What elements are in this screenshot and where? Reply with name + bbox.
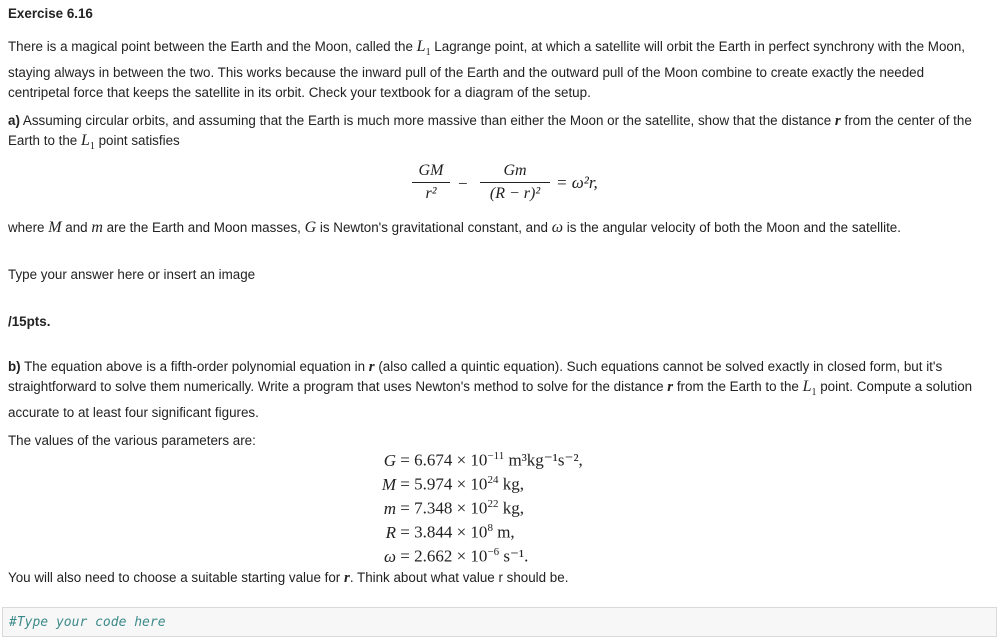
where-paragraph: where M and m are the Earth and Moon masses, G is Newton's gravitational constant, and ω is the angular velocity of both the Moon and the satellite. bbox=[8, 219, 901, 236]
part-a-paragraph: a) Assuming circular orbits, and assuming that the Earth is much more massive than either the Moon or the satellite, show that the distance r from the center of the Earth to the $L_1$ point satisfies bbox=[8, 113, 972, 153]
lagrange-symbol: $L_1$ bbox=[80, 132, 95, 153]
parameter-row: $M = 5.974 \times 10^{24}$ kg, bbox=[381, 474, 524, 494]
lagrange-symbol: $L_1$ bbox=[416, 38, 431, 59]
part-b-paragraph: b) The equation above is a fifth-order polynomial equation in r (also called a quintic equation). Such equations cannot be solved exactly in closed form, but it's straightforward to solve them numerically. Write a program that uses Newton's method to solve for the distance r from the Earth to the $L_1$ point. Compute a solution accurate to at least four significant figures. bbox=[8, 359, 973, 421]
equation-minus: − bbox=[458, 174, 468, 193]
intro-paragraph: There is a magical point between the Earth and the Moon, called the $L_1$ Lagrange point, at which a satellite will orbit the Earth in perfect synchrony with the Moon, staying always in between the two. This works because the inward pull of the Earth and the outward pull of the Moon combine to create exactly the needed centripetal force that keeps the satellite in its orbit. Check your textbook for a diagram of the setup. bbox=[8, 38, 966, 101]
equation-fraction-1: GM r² bbox=[412, 162, 450, 203]
answer-a-field[interactable]: Type your answer here or insert an image bbox=[8, 267, 256, 282]
parameter-row: $m = 7.348 \times 10^{22}$ kg, bbox=[383, 498, 524, 518]
part-a-label: a) bbox=[8, 113, 20, 128]
exercise-title: Exercise 6.16 bbox=[8, 6, 93, 21]
parameter-row: $R = 3.844 \times 10^8$ m, bbox=[385, 522, 515, 542]
points-label: /15pts. bbox=[8, 314, 51, 329]
lagrange-symbol: $L_1$ bbox=[802, 378, 817, 399]
equation-fraction-2: Gm (R − r)² bbox=[480, 162, 550, 203]
l1-equation bbox=[400, 158, 630, 210]
parameter-row: $\omega = 2.662 \times 10^{-6}$ s⁻¹. bbox=[383, 546, 529, 566]
starting-value-paragraph: You will also need to choose a suitable starting value for r. Think about what value r should be. bbox=[8, 570, 569, 586]
code-input[interactable] bbox=[2, 607, 997, 637]
parameter-row: $G = 6.674 \times 10^{-11}$ m³kg⁻¹s⁻², bbox=[383, 450, 583, 470]
equation-rhs: = ω²r, bbox=[556, 173, 598, 192]
values-intro: The values of the various parameters are: bbox=[8, 433, 256, 448]
code-placeholder: #Type your code here bbox=[9, 615, 166, 630]
part-b-label: b) bbox=[8, 359, 21, 374]
